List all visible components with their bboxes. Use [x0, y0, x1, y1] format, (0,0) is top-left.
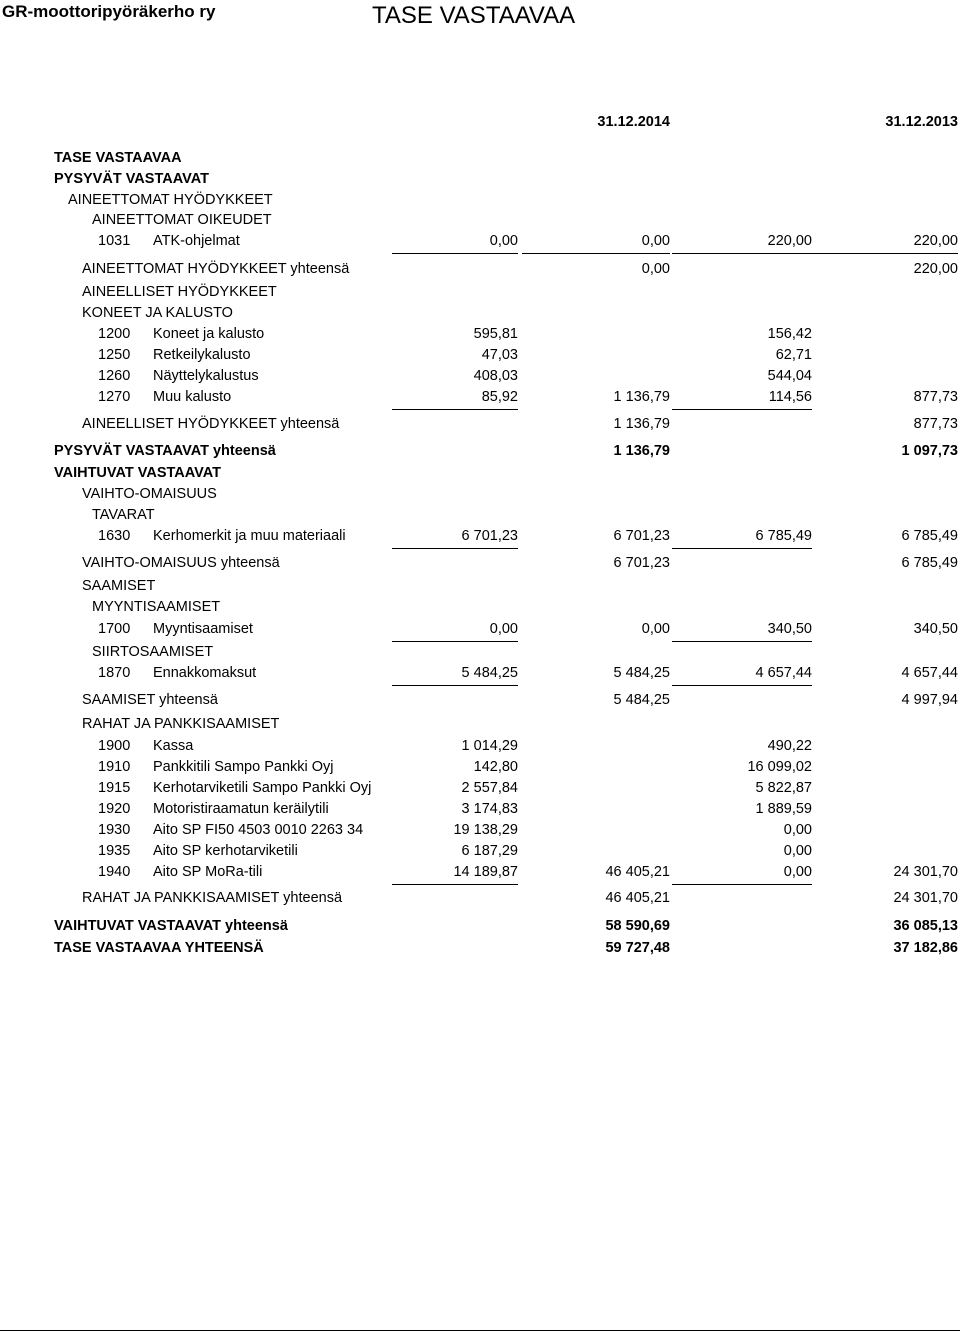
column-header-row: [0, 112, 960, 132]
amount-col-3: 0,00: [783, 843, 812, 859]
amount-col-3: 156,42: [767, 326, 812, 342]
section-row: [0, 690, 960, 710]
amount-col-2: 59 727,48: [605, 940, 670, 956]
account-row: [0, 799, 960, 819]
amount-col-1: 6 701,23: [400, 526, 518, 546]
amount-col-1: 6 187,29: [461, 843, 518, 859]
section-row: [0, 597, 960, 617]
column-header-2014: 31.12.2014: [597, 114, 670, 130]
amount-col-1: 142,80: [473, 759, 518, 775]
amount-col-4: 6 785,49: [901, 555, 958, 571]
account-row: [0, 778, 960, 798]
account-number: 1930: [98, 822, 131, 838]
account-label: Näyttelykalustus: [153, 368, 259, 384]
amount-col-2: 0,00: [641, 261, 670, 277]
amount-col-2: 5 484,25: [613, 665, 670, 681]
account-row: [0, 324, 960, 344]
account-number: 1260: [98, 368, 131, 384]
amount-col-4: 1 097,73: [901, 443, 958, 459]
account-number: 1870: [98, 665, 131, 681]
amount-col-3: 340,50: [680, 619, 812, 639]
account-number: 1700: [98, 621, 131, 637]
account-row: [0, 231, 960, 251]
amount-col-3: 1 889,59: [755, 801, 812, 817]
section-row: [0, 888, 960, 908]
section-row: [0, 169, 960, 189]
amount-col-1: 3 174,83: [461, 801, 518, 817]
section-label: RAHAT JA PANKKISAAMISET: [82, 716, 280, 732]
amount-col-2: 1 136,79: [613, 443, 670, 459]
account-label: Aito SP MoRa-tili: [153, 864, 263, 880]
amount-col-3: 4 657,44: [680, 663, 812, 683]
section-label: TAVARAT: [92, 507, 155, 523]
amount-col-1: 85,92: [400, 387, 518, 407]
account-label: Kerhotarviketili Sampo Pankki Oyj: [153, 780, 372, 796]
account-label: Aito SP kerhotarviketili: [153, 843, 298, 859]
amount-col-4: 24 301,70: [893, 890, 958, 906]
section-label: AINEETTOMAT OIKEUDET: [92, 212, 272, 228]
amount-col-4: 4 657,44: [901, 665, 958, 681]
amount-col-3: 220,00: [680, 231, 812, 251]
section-label: TASE VASTAAVAA YHTEENSÄ: [54, 940, 264, 956]
section-label: PYSYVÄT VASTAAVAT yhteensä: [54, 443, 276, 459]
section-row: [0, 938, 960, 958]
account-row: [0, 366, 960, 386]
account-label: Retkeilykalusto: [153, 347, 251, 363]
section-row: [0, 553, 960, 573]
amount-col-1: 47,03: [481, 347, 518, 363]
section-row: [0, 148, 960, 168]
account-label: Kassa: [153, 738, 194, 754]
section-label: VAIHTUVAT VASTAAVAT yhteensä: [54, 918, 288, 934]
section-label: RAHAT JA PANKKISAAMISET yhteensä: [82, 890, 343, 906]
account-label: Muu kalusto: [153, 389, 232, 405]
amount-col-4: 6 785,49: [901, 528, 958, 544]
section-label: VAIHTO-OMAISUUS yhteensä: [82, 555, 280, 571]
amount-col-3: 0,00: [783, 822, 812, 838]
section-row: [0, 210, 960, 230]
section-label: AINEETTOMAT HYÖDYKKEET yhteensä: [82, 261, 350, 277]
account-number: 1200: [98, 326, 131, 342]
amount-col-4: 4 997,94: [901, 692, 958, 708]
account-row: [0, 526, 960, 546]
account-row: [0, 387, 960, 407]
account-number: 1920: [98, 801, 131, 817]
amount-col-3: 114,56: [680, 387, 812, 407]
account-number: 1250: [98, 347, 131, 363]
section-row: [0, 714, 960, 734]
section-label: TASE VASTAAVAA: [54, 150, 182, 166]
amount-col-3: 490,22: [767, 738, 812, 754]
amount-col-1: 19 138,29: [453, 822, 518, 838]
account-row: [0, 862, 960, 882]
amount-col-4: 24 301,70: [893, 864, 958, 880]
account-number: 1270: [98, 389, 131, 405]
amount-col-1: 5 484,25: [400, 663, 518, 683]
amount-col-2: 1 136,79: [613, 389, 670, 405]
section-row: [0, 441, 960, 461]
section-label: SIIRTOSAAMISET: [92, 644, 214, 660]
amount-col-2: 6 701,23: [613, 555, 670, 571]
account-row: [0, 820, 960, 840]
amount-col-4: 36 085,13: [893, 918, 958, 934]
section-label: VAIHTUVAT VASTAAVAT: [54, 465, 222, 481]
section-row: [0, 463, 960, 483]
amount-col-2: 58 590,69: [605, 918, 670, 934]
section-label: MYYNTISAAMISET: [92, 599, 221, 615]
amount-col-1: 595,81: [473, 326, 518, 342]
section-row: [0, 414, 960, 434]
account-row: [0, 757, 960, 777]
account-label: Koneet ja kalusto: [153, 326, 265, 342]
section-label: KONEET JA KALUSTO: [82, 305, 233, 321]
amount-col-2: 46 405,21: [605, 864, 670, 880]
amount-col-3: 5 822,87: [755, 780, 812, 796]
account-number: 1910: [98, 759, 131, 775]
amount-col-1: 14 189,87: [400, 862, 518, 882]
section-label: SAAMISET: [82, 578, 156, 594]
account-row: [0, 619, 960, 639]
section-row: [0, 303, 960, 323]
amount-col-1: 408,03: [473, 368, 518, 384]
account-label: Ennakkomaksut: [153, 665, 257, 681]
section-row: [0, 505, 960, 525]
account-label: Myyntisaamiset: [153, 621, 253, 637]
section-label: SAAMISET yhteensä: [82, 692, 218, 708]
amount-col-2: 46 405,21: [605, 890, 670, 906]
account-row: [0, 841, 960, 861]
section-label: AINEELLISET HYÖDYKKEET yhteensä: [82, 416, 340, 432]
account-number: 1940: [98, 864, 131, 880]
amount-col-2: 0,00: [530, 231, 670, 251]
amount-col-1: 1 014,29: [461, 738, 518, 754]
account-number: 1935: [98, 843, 131, 859]
account-number: 1900: [98, 738, 131, 754]
section-row: [0, 916, 960, 936]
section-row: [0, 484, 960, 504]
section-label: VAIHTO-OMAISUUS: [82, 486, 217, 502]
amount-col-2: 1 136,79: [613, 416, 670, 432]
amount-col-2: 5 484,25: [613, 692, 670, 708]
amount-col-4: 220,00: [913, 261, 958, 277]
account-label: ATK-ohjelmat: [153, 233, 240, 249]
account-number: 1915: [98, 780, 131, 796]
amount-col-4: 37 182,86: [893, 940, 958, 956]
amount-col-3: 544,04: [767, 368, 812, 384]
account-row: [0, 736, 960, 756]
amount-col-2: 0,00: [641, 621, 670, 637]
account-number: 1630: [98, 528, 131, 544]
amount-col-1: 0,00: [400, 231, 518, 251]
section-row: [0, 576, 960, 596]
organization-name: GR-moottoripyöräkerho ry: [2, 2, 216, 21]
section-row: [0, 190, 960, 210]
section-row: [0, 642, 960, 662]
account-label: Aito SP FI50 4503 0010 2263 34: [153, 822, 364, 838]
account-label: Motoristiraamatun keräilytili: [153, 801, 329, 817]
amount-col-1: 2 557,84: [461, 780, 518, 796]
page-bottom-rule: [0, 1330, 960, 1331]
amount-col-3: 16 099,02: [747, 759, 812, 775]
amount-col-3: 6 785,49: [680, 526, 812, 546]
report-title: TASE VASTAAVAA: [372, 2, 576, 29]
amount-col-2: 6 701,23: [613, 528, 670, 544]
amount-col-3: 62,71: [775, 347, 812, 363]
amount-col-4: 877,73: [913, 416, 958, 432]
amount-col-4: 877,73: [913, 389, 958, 405]
amount-col-3: 0,00: [680, 862, 812, 882]
section-label: AINEETTOMAT HYÖDYKKEET: [68, 192, 273, 208]
section-row: [0, 259, 960, 279]
amount-col-4: 340,50: [913, 621, 958, 637]
section-label: PYSYVÄT VASTAAVAT: [54, 171, 209, 187]
account-label: Pankkitili Sampo Pankki Oyj: [153, 759, 334, 775]
column-header-2013: 31.12.2013: [885, 114, 958, 130]
account-number: 1031: [98, 233, 131, 249]
account-row: [0, 663, 960, 683]
section-label: AINEELLISET HYÖDYKKEET: [82, 284, 277, 300]
section-row: [0, 282, 960, 302]
account-label: Kerhomerkit ja muu materiaali: [153, 528, 346, 544]
account-row: [0, 345, 960, 365]
amount-col-4: 220,00: [820, 231, 958, 251]
amount-col-1: 0,00: [400, 619, 518, 639]
